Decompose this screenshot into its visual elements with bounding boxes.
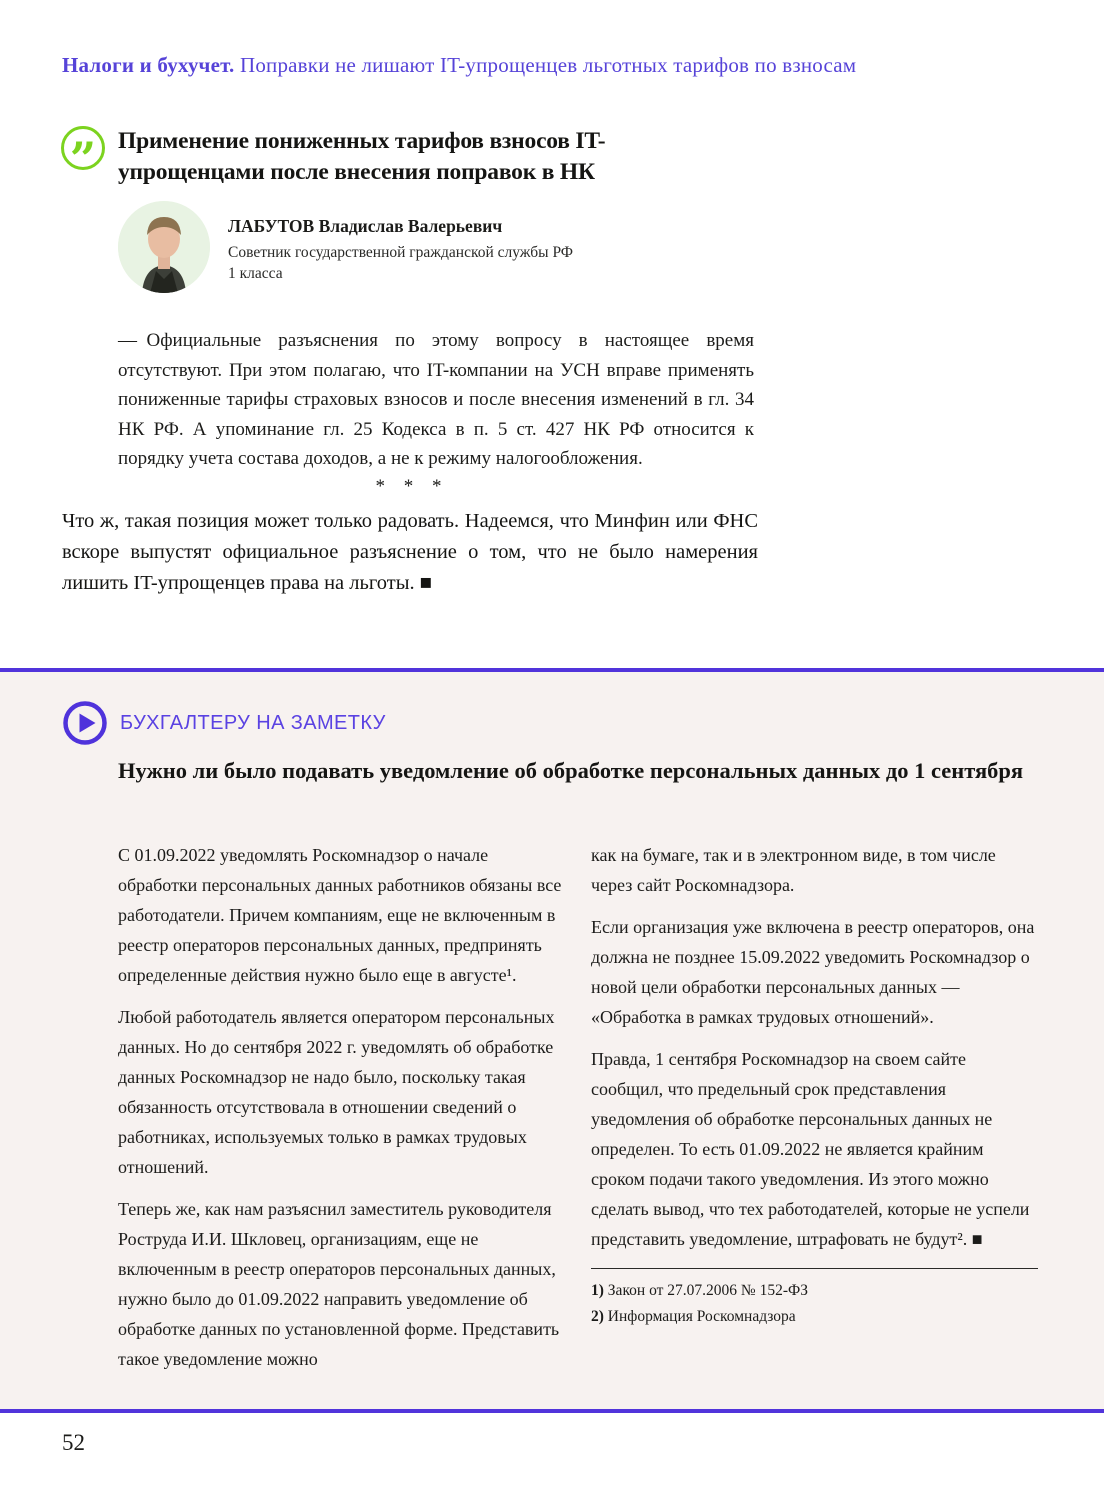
- note-column-right: [591, 840, 1038, 1386]
- note-paragraph: Правда, 1 сентября Роскомнадзор на своем сайте сообщил, что предельный срок представления уведомления об обработке персональных данных не определен. То есть 01.09.2022 не является крайним сроком подачи такого уведомления. Из этого можно сделать вывод, что тех работодателей, которые не успели представить уведомление, штрафовать не будут². ■: [591, 1049, 1030, 1249]
- note-paragraph: Теперь же, как нам разъяснил заместитель руководителя Роструда И.И. Шкловец, организациям, еще не включенным в реестр операторов персональных данных, нужно было до 01.09.2022 направить уведомление об обработке данных по установленной форме. Представить такое уведомление можно: [118, 1199, 560, 1369]
- article-conclusion: Что ж, такая позиция может только радовать. Надеемся, что Минфин или ФНС вскоре выпустят официальное разъяснение о том, что не было намерения лишить IT-упрощенцев права на льготы. ■: [62, 510, 758, 594]
- footnotes: [591, 1268, 1038, 1330]
- footnote-1-text: Закон от 27.07.2006 № 152-ФЗ: [603, 1282, 809, 1299]
- note-paragraph: как на бумаге, так и в электронном виде, в том числе через сайт Роскомнадзора.: [591, 845, 996, 895]
- quote-icon: [61, 126, 105, 186]
- breadcrumb: [62, 52, 1042, 78]
- footnote-2-text: Информация Роскомнадзора: [603, 1308, 796, 1325]
- expert-quote: — Официальные разъяснения по этому вопросу в настоящее время отсутствуют. При этом полагаю, что IT-компании на УСН вправе применять пониженные тарифы страховых взносов и после внесения изменений в гл. 34 НК РФ. А упоминание гл. 25 Кодекса в п. 5 ст. 427 НК РФ относится к порядку учета состава доходов, а не к режиму налогообложения.: [118, 330, 754, 470]
- author-meta: [228, 201, 573, 284]
- author-role: [228, 242, 573, 284]
- article-title: Применение пониженных тарифов взносов IT-упрощенцами после внесения поправок в НК: [118, 128, 606, 185]
- note-column-left: [118, 840, 565, 1386]
- play-icon: [62, 700, 108, 746]
- note-paragraph: Если организация уже включена в реестр операторов, она должна не позднее 15.09.2022 уведомить Роскомнадзор о новой цели обработки персональных данных — «Обработка в рамках трудовых отношений».: [591, 917, 1035, 1027]
- author-photo: [118, 201, 210, 293]
- footnote-2: [591, 1304, 1038, 1330]
- section-rubric: БУХГАЛТЕРУ НА ЗАМЕТКУ: [120, 712, 386, 734]
- quote-glyph: ”: [69, 132, 97, 186]
- note-title: Нужно ли было подавать уведомление об обработке персональных данных до 1 сентября: [118, 758, 1024, 783]
- author-role-line1: Советник государственной гражданской службы РФ: [228, 244, 574, 261]
- author-role-line2: 1 класса: [228, 265, 283, 282]
- footnote-2-label: 2): [591, 1308, 604, 1325]
- breadcrumb-rubric: Налоги и бухучет.: [62, 53, 235, 77]
- author-name: ЛАБУТОВ Владислав Валерьевич: [228, 216, 503, 236]
- footnote-1-label: 1): [591, 1282, 604, 1299]
- breadcrumb-title: Поправки не лишают IT-упрощенцев льготных тарифов по взносам: [234, 53, 857, 77]
- author-photo-illustration: [118, 201, 210, 293]
- note-paragraph: Любой работодатель является оператором персональных данных. Но до сентября 2022 г. уведомлять об обработке данных Роскомнадзор не надо было, поскольку такая обязанность отсутствовала в отношении сведений о работниках, используемых только в рамках трудовых отношений.: [118, 1007, 555, 1177]
- page-number: 52: [62, 1430, 85, 1455]
- note-section: [0, 668, 1104, 1413]
- author-block: [118, 201, 573, 293]
- footnote-1: [591, 1278, 1038, 1304]
- note-paragraph: С 01.09.2022 уведомлять Роскомнадзор о начале обработки персональных данных работников обязаны все работодатели. Причем компаниям, еще не включенным в реестр операторов персональных данных, предпринять определенные действия нужно было еще в августе¹.: [118, 845, 562, 985]
- note-columns: [118, 840, 1038, 1386]
- asterisk-separator: * * *: [375, 476, 449, 497]
